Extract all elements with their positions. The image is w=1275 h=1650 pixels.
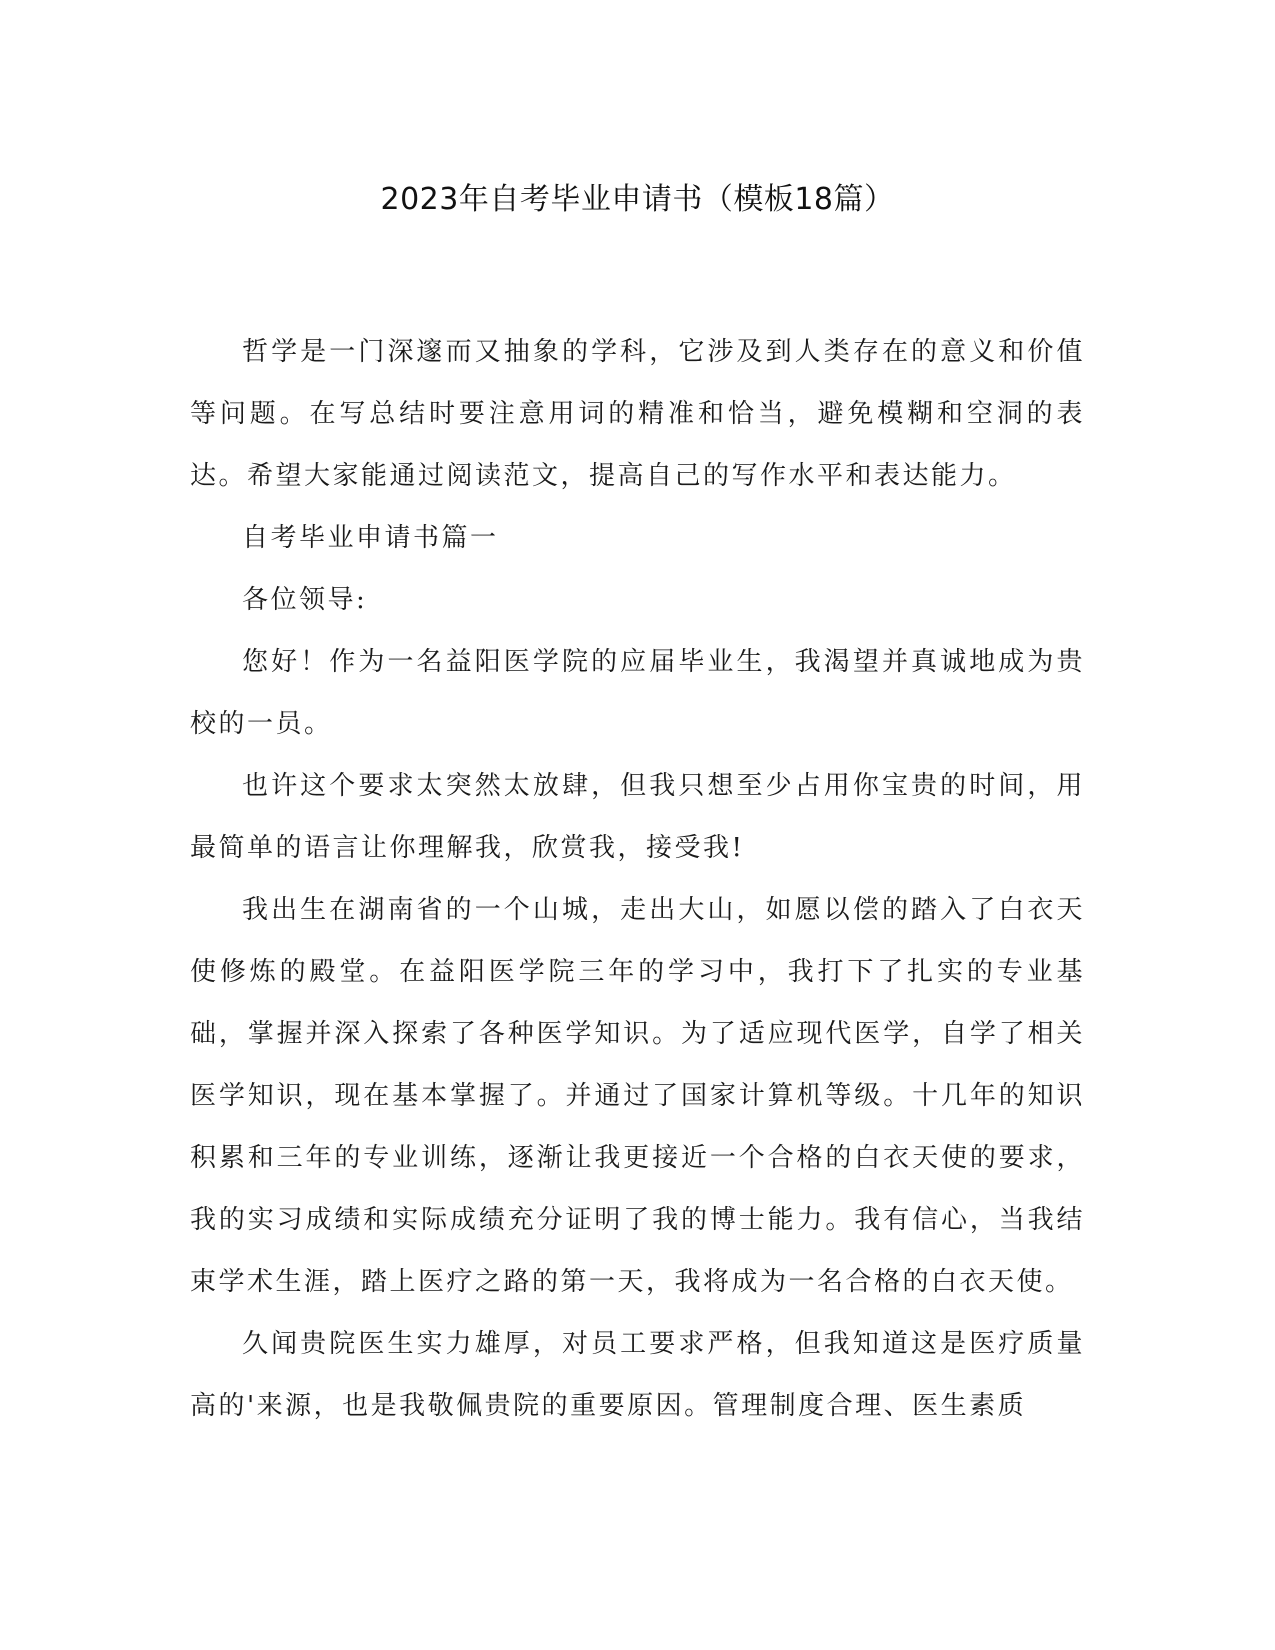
section-heading: 自考毕业申请书篇一 bbox=[242, 523, 499, 553]
document-title: 2023年自考毕业申请书（模板18篇） bbox=[380, 182, 895, 217]
greeting-paragraph: 您好！作为一名益阳医学院的应届毕业生，我渴望并真诚地成为贵校的一员。 bbox=[190, 647, 1085, 739]
salutation: 各位领导: bbox=[242, 585, 368, 615]
body-paragraph: 久闻贵院医生实力雄厚，对员工要求严格，但我知道这是医疗质量高的'来源，也是我敬佩贵院的重要原因。管理制度合理、医生素质 bbox=[190, 1329, 1085, 1421]
body-paragraph: 我出生在湖南省的一个山城，走出大山，如愿以偿的踏入了白衣天使修炼的殿堂。在益阳医学院三年的学习中，我打下了扎实的专业基础，掌握并深入探索了各种医学知识。为了适应现代医学，自学了相关医学知识，现在基本掌握了。并通过了国家计算机等级。十几年的知识积累和三年的专业训练，逐渐让我更接近一个合格的白衣天使的要求，我的实习成绩和实际成绩充分证明了我的博士能力。我有信心，当我结束学术生涯，踏上医疗之路的第一天，我将成为一名合格的白衣天使。 bbox=[190, 895, 1085, 1297]
body-paragraph: 也许这个要求太突然太放肆，但我只想至少占用你宝贵的时间，用最简单的语言让你理解我，欣赏我，接受我! bbox=[190, 771, 1085, 863]
document-body bbox=[190, 321, 1085, 1437]
intro-paragraph: 哲学是一门深邃而又抽象的学科，它涉及到人类存在的意义和价值等问题。在写总结时要注意用词的精准和恰当，避免模糊和空洞的表达。希望大家能通过阅读范文，提高自己的写作水平和表达能力。 bbox=[190, 337, 1085, 491]
